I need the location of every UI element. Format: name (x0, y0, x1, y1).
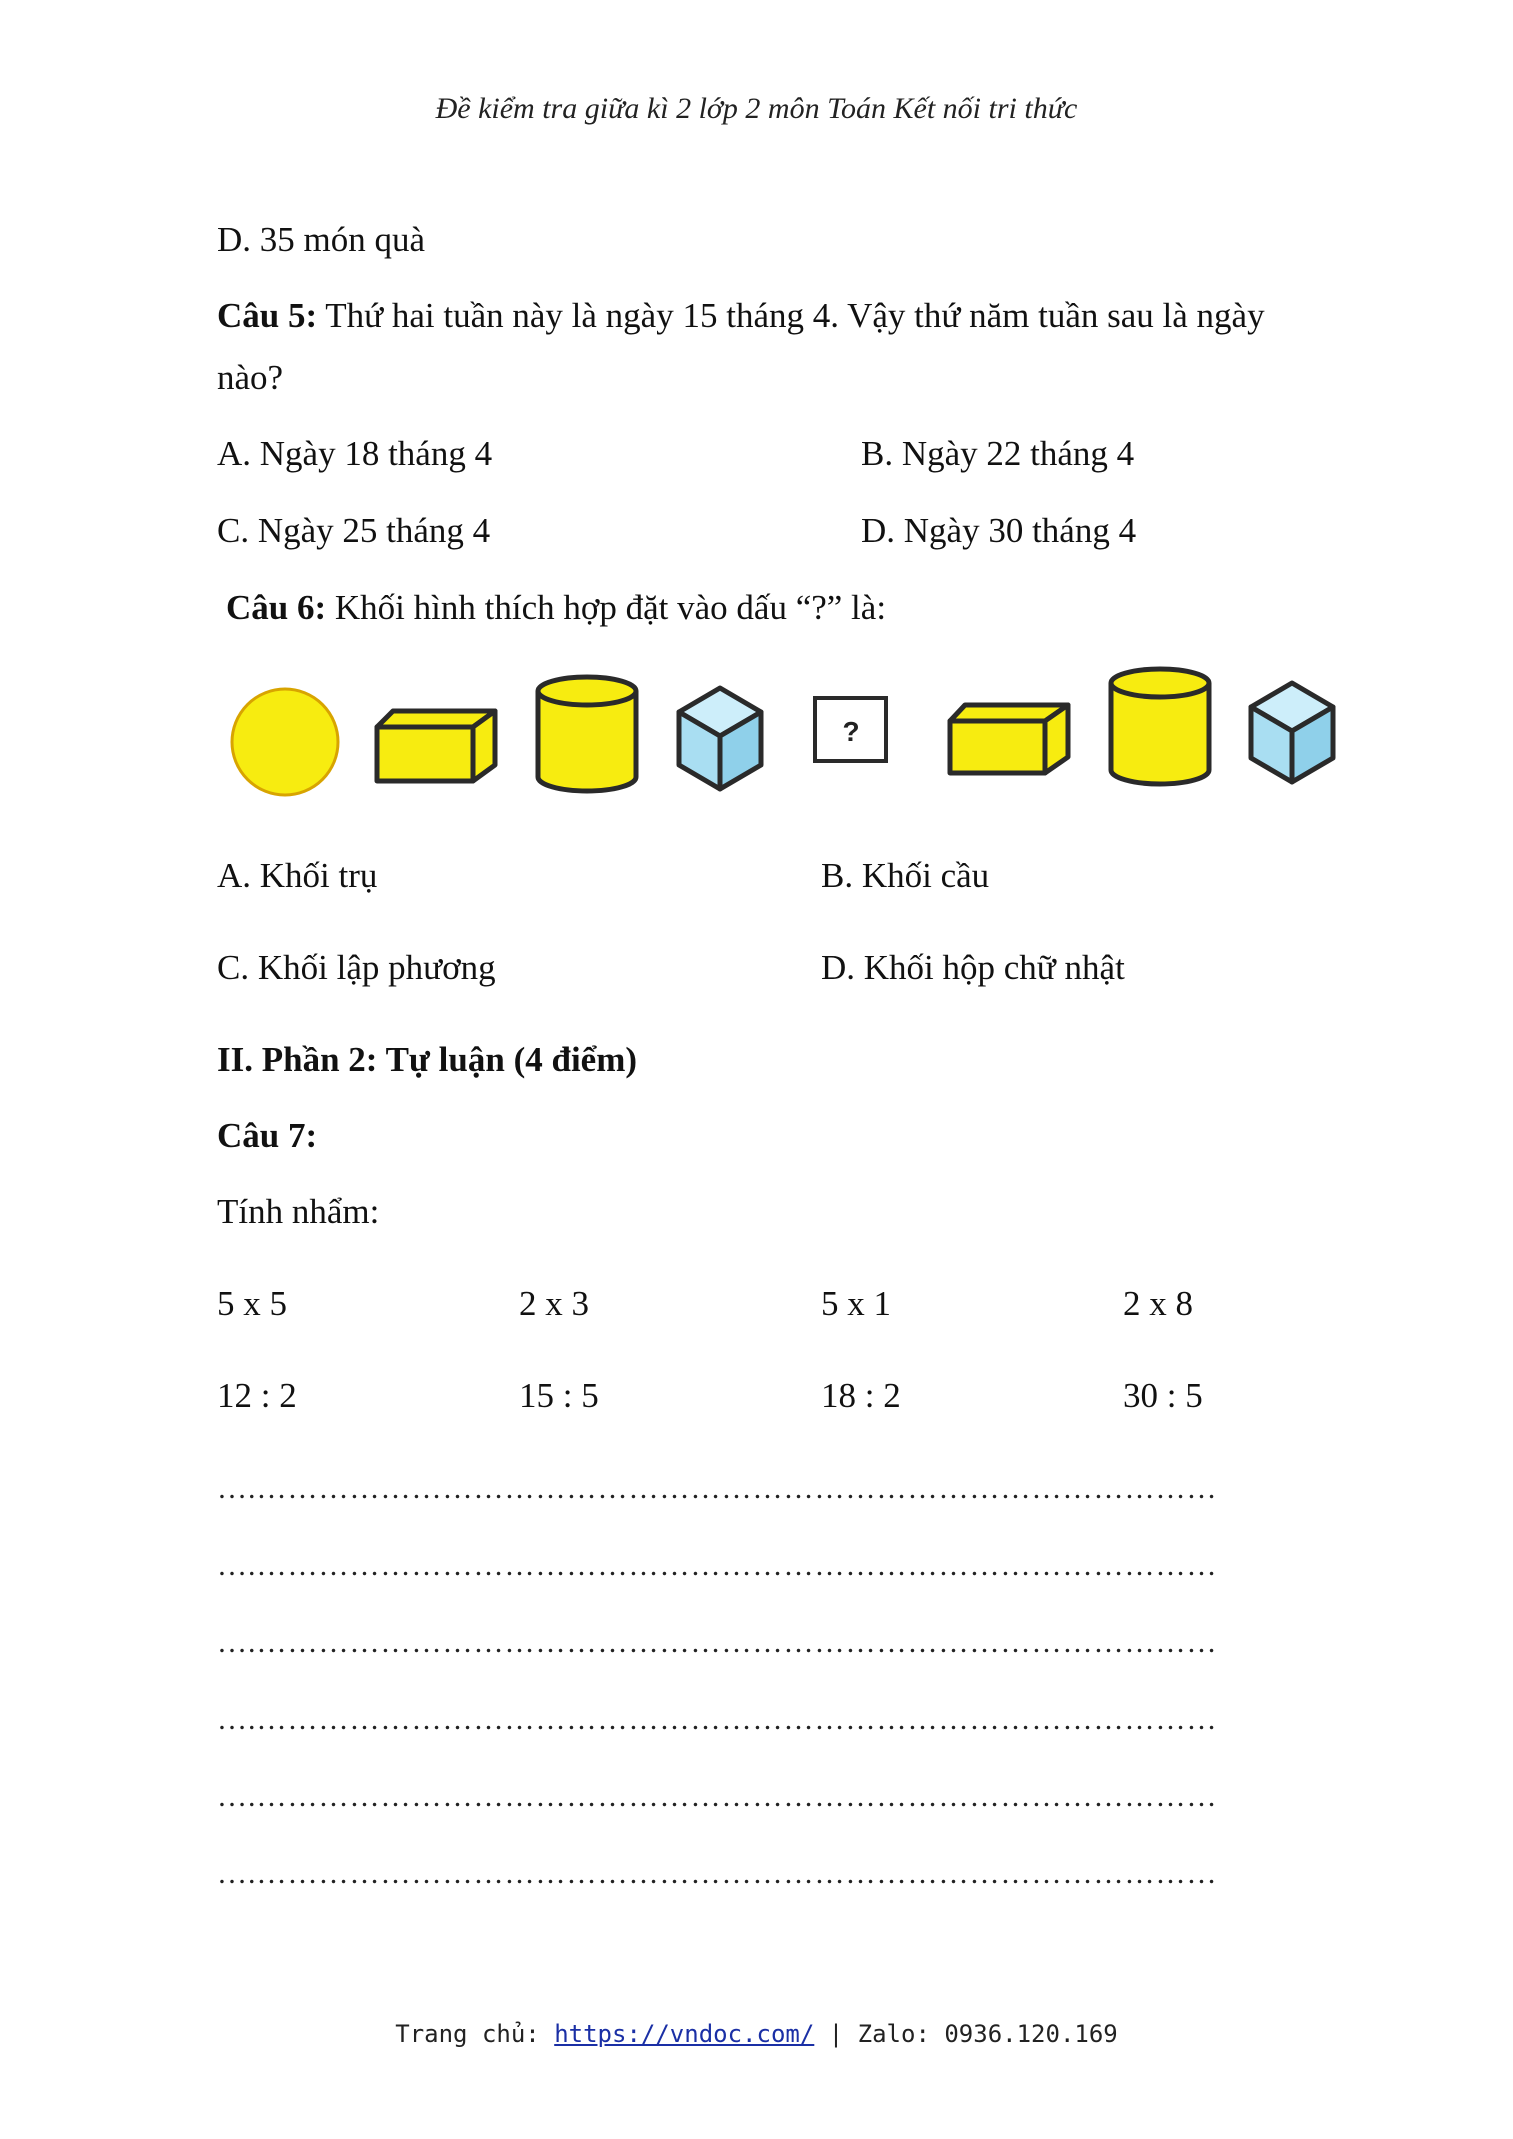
answer-line-2[interactable]: ….………………………………………………………………………………… (217, 1549, 1218, 1582)
question-7-label: Câu 7: (217, 1116, 318, 1155)
question-5-option-c[interactable]: C. Ngày 25 tháng 4 (217, 511, 491, 550)
question-5-option-d[interactable]: D. Ngày 30 tháng 4 (861, 511, 1137, 550)
cylinder-shape-1 (538, 677, 636, 791)
question-6-option-b[interactable]: B. Khối cầu (821, 856, 990, 895)
question-6-text: Khối hình thích hợp đặt vào dấu “?” là: (326, 588, 887, 627)
cuboid-shape-2 (950, 705, 1068, 773)
unknown-shape-box (815, 698, 886, 761)
calc-row2-item3: 18 : 2 (821, 1376, 901, 1415)
unknown-shape-question-mark: ? (842, 716, 860, 747)
question-5-text-continued: nào? (217, 358, 284, 397)
question-6-label: Câu 6: (226, 588, 327, 627)
calc-row2-item2: 15 : 5 (519, 1376, 599, 1415)
question-6-option-d[interactable]: D. Khối hộp chữ nhật (821, 948, 1125, 987)
footer-home-label: Trang chủ: (395, 2020, 555, 2048)
question-5-option-b[interactable]: B. Ngày 22 tháng 4 (861, 434, 1135, 473)
question-7-instruction: Tính nhẩm: (217, 1192, 380, 1231)
answer-line-1[interactable]: ….………………………………………………………………………………… (217, 1472, 1218, 1505)
cuboid-shape-1 (377, 711, 495, 781)
calc-row1-item1: 5 x 5 (217, 1284, 287, 1323)
cube-shape-1 (679, 688, 761, 789)
answer-line-4[interactable]: ….………………………………………………………………………………… (217, 1703, 1218, 1736)
calc-row1-item2: 2 x 3 (519, 1284, 589, 1323)
calc-row1-item3: 5 x 1 (821, 1284, 891, 1323)
question-6-option-a[interactable]: A. Khối trụ (217, 856, 378, 895)
cube-shape-2 (1251, 683, 1333, 782)
question-5-option-a[interactable]: A. Ngày 18 tháng 4 (217, 434, 493, 473)
question-5-text: Thứ hai tuần này là ngày 15 tháng 4. Vậy thứ năm tuần sau là ngày (317, 296, 1265, 335)
answer-line-5[interactable]: ….………………………………………………………………………………… (217, 1780, 1218, 1813)
calc-row2-item1: 12 : 2 (217, 1376, 297, 1415)
answer-line-6[interactable]: ….………………………………………………………………………………… (217, 1857, 1218, 1890)
previous-option-d: D. 35 món quà (217, 220, 426, 259)
shape-sequence-figure (0, 0, 1513, 820)
question-6-option-c[interactable]: C. Khối lập phương (217, 948, 496, 987)
answer-line-3[interactable]: ….………………………………………………………………………………… (217, 1626, 1218, 1659)
footer-zalo: Zalo: 0936.120.169 (857, 2020, 1118, 2048)
cylinder-shape-2 (1111, 669, 1209, 784)
page-header-title: Đề kiểm tra giữa kì 2 lớp 2 môn Toán Kết nối tri thức (435, 92, 1078, 125)
sphere-shape (232, 689, 338, 795)
calc-row1-item4: 2 x 8 (1123, 1284, 1193, 1323)
part-2-title: II. Phần 2: Tự luận (4 điểm) (217, 1040, 638, 1079)
footer-separator: | (814, 2020, 858, 2048)
footer-home-link[interactable]: https://vndoc.com/ (554, 2020, 815, 2048)
question-5-label: Câu 5: (217, 296, 318, 335)
calc-row2-item4: 30 : 5 (1123, 1376, 1203, 1415)
page-footer (0, 2020, 1513, 2048)
